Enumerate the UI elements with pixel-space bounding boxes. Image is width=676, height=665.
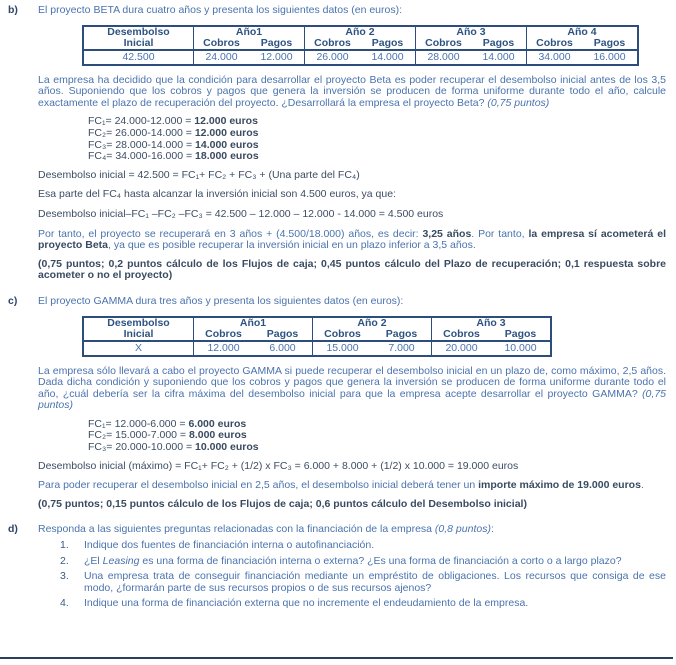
section-b [8,5,668,289]
header-desembolso-line2: Inicial [123,36,154,49]
item-text [84,540,666,552]
header-cell-year3: Año 3 [416,26,527,38]
conclusion-text: . Por tanto, [471,227,529,240]
data-cell: 26.000 [305,50,361,65]
subheader-cobros: Cobros [305,38,361,50]
header-cell-desembolso [83,317,194,341]
cashflow-result: 6.000 euros [188,417,247,430]
cashflow-block-gamma [88,419,666,454]
section-d-content [38,524,666,614]
intro-tail: : [490,523,494,536]
subheader-pagos: Pagos [593,36,626,49]
list-item [60,556,666,568]
list-item [60,540,666,552]
question-list [60,540,666,610]
data-cell: 34.000 [527,50,583,65]
data-cell: 15.000 [313,341,373,356]
paragraph-beta-condition [38,75,666,110]
header-cell-year1: Año1 [194,26,305,38]
data-cell: 20.000 [432,341,492,356]
subheader-cobros: Cobros [432,329,492,341]
subheader-cobros: Cobros [194,38,250,50]
data-cell: 12.000 [194,341,254,356]
item-text-part: ¿El [84,554,103,567]
data-cell: 14.000 [471,50,527,65]
cashflow-result: 10.000 euros [195,441,259,454]
header-cell-year3: Año 3 [432,317,552,329]
cashflow-result: 14.000 euros [195,138,259,151]
cashflow-expr: FC₂= 26.000-14.000 = [88,126,195,139]
points-breakdown-gamma: (0,75 puntos; 0,15 puntos cálculo de los Flujos de caja; 0,6 puntos cálculo del Desembolso inicial) [38,497,527,510]
header-cell-year1: Año1 [194,317,313,329]
cashflow-expr: FC₁= 24.000-12.000 = [88,115,195,128]
points-inline: (0,75 puntos) [38,387,666,412]
cashflow-line [88,442,666,454]
data-cell-initial: X [83,341,194,356]
data-cell: 10.000 [491,341,551,356]
data-cell: 24.000 [194,50,250,65]
paragraph-text: La empresa sólo llevará a cabo el proyecto GAMMA si puede recuperar el desembolso inicial en un plazo de, como máximo, 2,5 años. Dada dicha condición y suponiendo que los cobros y pagos que genera la inversión se producen de forma uniforme durante todo el año, ¿cuál debería ser la cifra máxima del desembolso inicial para que la empresa acepte desarrollar el proyecto GAMMA? [38,364,666,400]
section-c-intro: El proyecto GAMMA dura tres años y presenta los siguientes datos (en euros): [38,294,404,307]
subheader-pagos: Pagos [482,36,515,49]
section-c [8,296,668,518]
subheader-pagos: Pagos [371,36,404,49]
formula-desembolso-maximo: Desembolso inicial (máximo) = FC₁+ FC₂ + (1/2) x FC₃ = 6.000 + 8.000 + (1/2) x 10.000 = 19.000 euros [38,459,519,472]
data-cell: 12.000 [249,50,305,65]
subheader-cobros: Cobros [194,329,254,341]
cashflow-result: 8.000 euros [188,429,247,442]
item-text [84,598,666,610]
paragraph-gamma-condition [38,366,666,412]
list-item [60,598,666,610]
points-inline: (0,75 puntos) [487,96,550,109]
conclusion-text: Por tanto, el proyecto se recuperará en 3 años + (4.500/18.000) años, es decir: [38,227,423,240]
intro-text: Responda a las siguientes preguntas relacionadas con la financiación de la empresa [38,523,435,536]
item-number: 1. [60,539,69,552]
section-b-label: b) [8,4,18,16]
conclusion-decision: la empresa sí acometerá el proyecto Beta [38,227,666,252]
section-b-intro: El proyecto BETA dura cuatro años y presenta los siguientes datos (en euros): [38,4,403,16]
points-breakdown-beta: (0,75 puntos; 0,2 puntos cálculo de los Flujos de caja; 0,45 puntos cálculo del Plazo de recuperación; 0,1 respuesta sobre acometer o no el proyecto) [38,257,666,282]
data-cell-initial: 42.500 [83,50,194,65]
item-text [84,571,666,594]
cashflow-block-beta [88,116,666,162]
conclusion-result: importe máximo de 19.000 euros [478,479,641,492]
subheader-cobros: Cobros [313,329,373,341]
conclusion-result: 3,25 años [422,227,472,240]
section-c-label: c) [8,294,18,307]
header-desembolso-line1: Desembolso [107,25,170,38]
section-d [8,524,668,614]
header-cell-year2: Año 2 [313,317,432,329]
item-number: 4. [60,597,69,610]
section-c-content [38,296,666,518]
cashflow-result: 18.000 euros [195,150,259,163]
subheader-cobros: Cobros [416,38,472,50]
paragraph-beta-conclusion [38,229,666,252]
conclusion-text: . [640,479,644,492]
cashflow-expr: FC₃= 20.000-10.000 = [88,441,196,454]
cashflow-expr: FC₂= 15.000-7.000 = [88,429,189,442]
cashflow-expr: FC₃= 28.000-14.000 = [88,138,196,151]
header-cell-year2: Año 2 [305,26,416,38]
subheader-pagos: Pagos [385,327,418,340]
header-cell-year4: Año 4 [527,26,639,38]
formula-resta: Desembolso inicial–FC₁ –FC₂ –FC₃ = 42.500 – 12.000 – 12.000 - 14.000 = 4.500 euros [38,207,444,220]
formula-desembolso-total: Desembolso inicial = 42.500 = FC₁+ FC₂ + FC₃ + (Una parte del FC₄) [38,168,360,181]
item-text-italic: Leasing [102,554,140,567]
section-d-intro [38,524,666,536]
conclusion-text: , ya que es posible recuperar la inversión inicial en un plazo inferior a 3,5 años. [108,239,476,252]
header-cell-desembolso [83,26,194,50]
list-item [60,571,666,594]
gamma-data-table [82,316,552,357]
table-header-row [83,317,551,329]
section-d-label: d) [8,523,18,536]
section-b-content [38,5,666,289]
subheader-pagos: Pagos [504,327,537,340]
subheader-pagos: Pagos [260,36,293,49]
data-cell: 6.000 [253,341,313,356]
item-text-part: Una empresa trata de conseguir financiación mediante un empréstito de obligaciones. Los recursos que consiga de ese modo, ¿formarán parte de sus recursos propios o de sus recursos ajenos? [84,570,666,594]
paragraph-text: La empresa ha decidido que la condición para desarrollar el proyecto Beta es poder recuperar el desembolso inicial antes de los 3,5 años. Suponiendo que los cobros y pagos que genera la inversión se producen de forma uniforme durante todo el año, calcule exactamente el plazo de recuperación del proyecto. ¿Desarrollará la empresa el proyecto Beta? [38,73,666,109]
paragraph-gamma-conclusion [38,480,666,492]
header-desembolso-line2: Inicial [123,327,154,340]
subheader-pagos: Pagos [266,327,299,340]
points-inline: (0,8 puntos) [434,523,491,536]
conclusion-text: Para poder recuperar el desembolso inicial en 2,5 años, el desembolso inicial deberá tener un [38,479,479,492]
data-cell: 7.000 [372,341,432,356]
item-number: 2. [60,554,69,567]
formula-parte-fc4: Esa parte del FC₄ hasta alcanzar la inversión inicial son 4.500 euros, ya que: [38,188,396,201]
header-desembolso-line1: Desembolso [107,316,170,329]
beta-data-table [82,25,639,66]
cashflow-result: 12.000 euros [194,115,258,128]
cashflow-result: 12.000 euros [194,126,259,139]
item-text [84,556,666,568]
table-data-row [83,50,638,65]
item-text-part: es una forma de financiación interna o externa? ¿Es una forma de financiación a corto o a largo plazo? [139,554,622,567]
cashflow-expr: FC₄= 34.000-16.000 = [88,150,196,163]
item-number: 3. [60,570,69,583]
cashflow-expr: FC₁= 12.000-6.000 = [88,417,189,430]
page-bottom-divider [0,657,673,659]
table-data-row [83,341,551,356]
data-cell: 14.000 [360,50,416,65]
table-header-row [83,26,638,38]
cashflow-line [88,151,666,163]
item-text-part: Indique una forma de financiación externa que no incremente el endeudamiento de la empresa. [84,597,529,610]
item-text-part: Indique dos fuentes de financiación interna o autofinanciación. [84,539,375,552]
data-cell: 28.000 [416,50,472,65]
subheader-cobros: Cobros [527,38,583,50]
data-cell: 16.000 [582,50,638,65]
